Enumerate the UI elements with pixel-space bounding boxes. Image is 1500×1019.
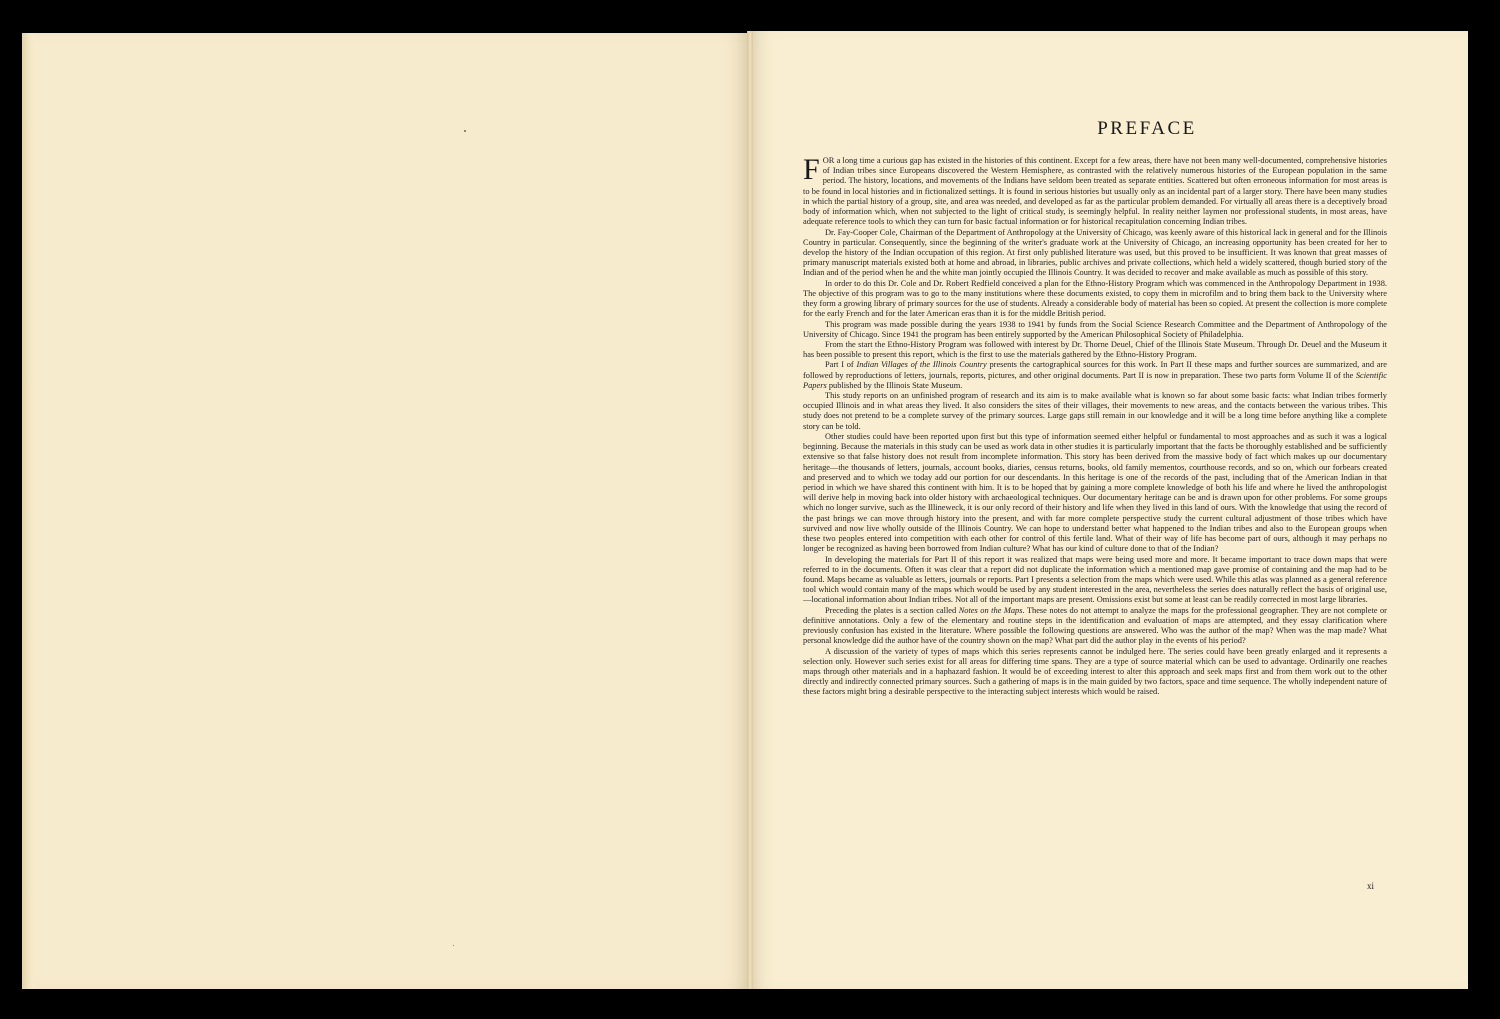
paragraph-10: Preceding the plates is a section called Notes on the Maps. These notes do not attempt to analyze the maps for the professional geographer. They are not complete or definitive annotations. Only a few of the elementary and routine steps in the identification and evaluation of maps are attempted, and they essay clarification where previously confusion has existed in the literature. Where possible the following questions are answered. Who was the author of the map? When was the map made? What personal knowledge did the author have of the country shown on the map? What part did the author play in the events of his period? xyxy=(803,605,1387,646)
paragraph-1: FOR a long time a curious gap has existed in the histories of this continent. Except for a few areas, there have not been many well-documented, comprehensive histories of Indian tribes since Europeans discovered the Western Hemisphere, as contrasted with the relatively numerous histories of the European population in the same period. The history, locations, and movements of the Indians have seldom been treated as separate entities. Scattered but often erroneous information for most areas is to be found in local histories and in fictionalized settings. It is found in serious histories but usually only as an incidental part of a larger story. There have been many studies in which the partial history of a group, site, and area was needed, and developed as far as the particular problem demanded. For virtually all areas there is a deceptively broad body of information which, when not subjected to the light of critical study, is seemingly helpful. In reality neither laymen nor professional students, in most areas, have adequate reference tools to which they can turn for basic factual information or for historical recapitulation concerning Indian tribes. xyxy=(803,156,1387,227)
paragraph-8: Other studies could have been reported upon first but this type of information seemed either helpful or fundamental to most approaches and as such it was a logical beginning. Because the materials in this study can be used as work data in other studies it is particularly important that the facts be thoroughly established and be sufficiently extensive so that false history does not result from incomplete information. This story has been derived from the massive body of fact which makes up our documentary heritage—the thousands of letters, journals, account books, diaries, census returns, books, old family mementos, courthouse records, and so on, which our forbears created and preserved and to which we today add our portion for our descendants. In this heritage is one of the records of the past, including that of the American Indian in that period in which we have shared this continent with him. It is to be hoped that by gaining a more complete knowledge of both his life and where he lived the anthropologist will derive help in moving back into older history with archaeological techniques. Our documentary heritage can be and is drawn upon for other problems. For some groups which no longer survive, such as the Illineweck, it is our only record of their history and life when they lived in this land of ours. With the knowledge that using the record of the past brings we can move through history into the present, and with far more complete perspective study the current cultural adjustment of those tribes which have survived and now live wholly outside of the Illinois Country. We can hope to understand better what happened to the Indian tribes and also to the European groups when these two peoples entered into competition with each other for control of this fertile land. What of their way of life has become part of ours, although it may perhaps no longer be recognized as having been borrowed from Indian culture? What has our kind of culture done to that of the Indian? xyxy=(803,431,1387,554)
paragraph-7: This study reports on an unfinished program of research and its aim is to make available what is known so far about some basic facts: what Indian tribes formerly occupied Illinois and in what areas they lived. It also considers the sites of their villages, their movements to new areas, and the contacts between the various tribes. This study does not pretend to be a complete survey of the primary sources. Large gaps still remain in our knowledge and it will be a long time before anything like a complete story can be told. xyxy=(803,391,1387,431)
paragraph-4: This program was made possible during the years 1938 to 1941 by funds from the Social Science Research Committee and the Department of Anthropology of the University of Chicago. Since 1941 the program has been entirely supported by the American Philosophical Society of Philadelphia. xyxy=(803,319,1387,339)
page-number: xi xyxy=(1367,881,1375,891)
left-blank-page xyxy=(22,33,750,989)
paragraph-2: Dr. Fay-Cooper Cole, Chairman of the Department of Anthropology at the University of Chicago, was keenly aware of this historical lack in general and for the Illinois Country in particular. Consequently, since the beginning of the writer's graduate work at the University of Chicago, an increasing opportunity has been created for her to develop the history of the Indian occupation of this region. At first only published literature was used, but this proved to be insufficient. It was known that great masses of primary manuscript materials existed both at home and abroad, in libraries, public archives and private collections, which held a widely scattered, though buried story of the Indian and of the period when he and the white man jointly occupied the Illinois Country. It was decided to recover and make available as much as possible of this story. xyxy=(803,227,1387,278)
page-title: PREFACE xyxy=(1097,118,1197,139)
paragraph-6: Part I of Indian Villages of the Illinois Country presents the cartographical sources for this work. In Part II these maps and further sources are summarized, and are followed by reproductions of letters, journals, reports, pictures, and other original documents. Part II is now in preparation. These two parts form Volume II of the Scientific Papers published by the Illinois State Museum. xyxy=(803,360,1387,390)
paragraph-3: In order to do this Dr. Cole and Dr. Robert Redfield conceived a plan for the Ethno-History Program which was commenced in the Anthropology Department in 1938. The objective of this program was to go to the many institutions where these documents existed, to copy them in microfilm and to bring them back to the University where they form a growing library of primary sources for the use of students. Already a considerable body of material has been so copied. At present the collection is more complete for the early French and for the later American eras than it is for the middle British period. xyxy=(803,278,1387,319)
drop-cap: F xyxy=(803,156,820,186)
paragraph-9: In developing the materials for Part II of this report it was realized that maps were being used more and more. It became important to trace down maps that were referred to in the documents. Often it was clear that a report did not duplicate the information which a mentioned map gave promise of containing and the map had to be found. Maps became as valuable as letters, journals or reports. Part I presents a selection from the maps which were used. While this atlas was planned as a general reference tool which would contain many of the maps which would be used by any student interested in the area, nevertheless the series does naturally reflect the basis of original use,—locational information about Indian tribes. Not all of the important maps are present. Omissions exist but some at least can be readily corrected in most large libraries. xyxy=(803,554,1387,605)
paragraph-11: A discussion of the variety of types of maps which this series represents cannot be indulged here. The series could have been greatly enlarged and it represents a selection only. However such series exist for all areas for differing time spans. They are a type of source material which can be used to advantage. Ordinarily one reaches maps through other materials and in a haphazard fashion. It would be of exceeding interest to alter this approach and seek maps first and from them work out to the other directly and indirectly connected primary sources. Such a gathering of maps is in the main guided by two factors, space and time sequence. The wholly independent nature of these factors might bring a desirable perspective to the interacting subject interests which would be raised. xyxy=(803,646,1387,697)
paper-speck xyxy=(453,945,454,946)
paper-speck xyxy=(464,130,466,132)
series-title: Scientific Papers xyxy=(803,370,1387,390)
paragraph-5: From the start the Ethno-History Program was followed with interest by Dr. Thorne Deuel, Chief of the Illinois State Museum. Through Dr. Deuel and the Museum it has been possible to present this report, which is the first to use the materials gathered by the Ethno-History Program. xyxy=(803,339,1387,360)
section-title: Notes on the Maps xyxy=(958,605,1023,615)
book-title: Indian Villages of the Illinois Country xyxy=(856,360,987,370)
preface-body xyxy=(803,156,1387,906)
right-page xyxy=(750,31,1468,989)
left-page-edge xyxy=(22,33,34,989)
book-gutter xyxy=(747,31,753,989)
